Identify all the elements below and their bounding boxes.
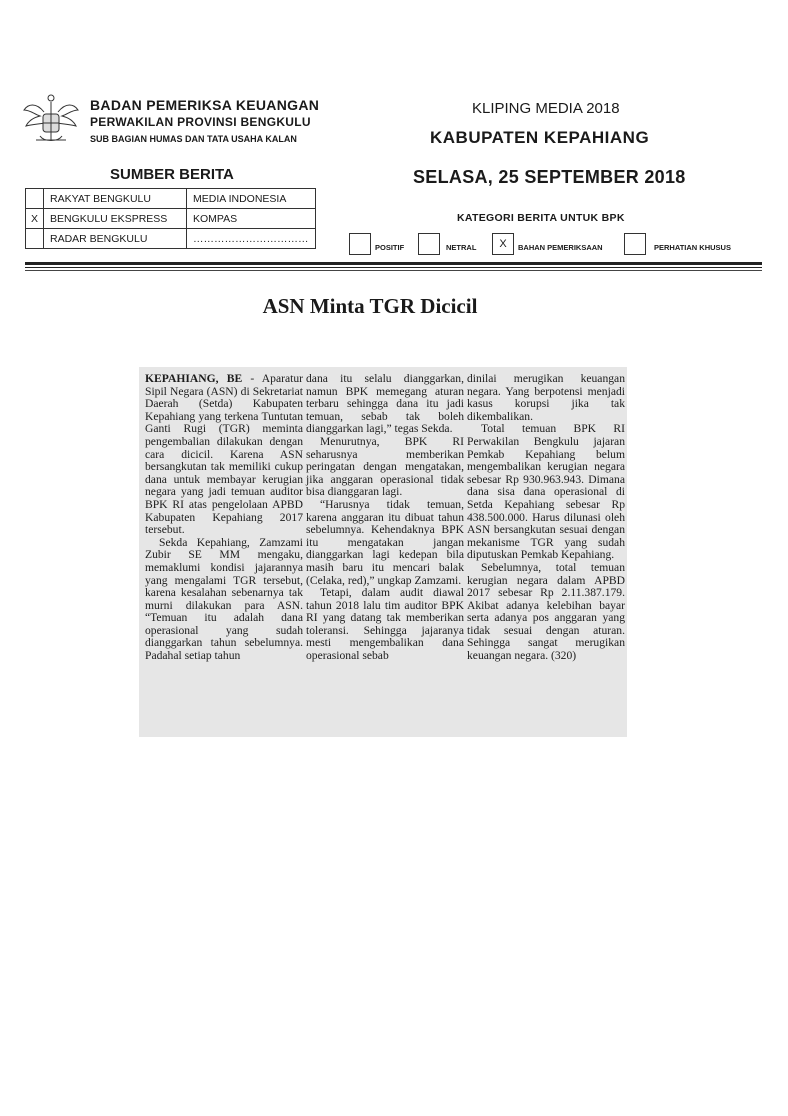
category-checkbox-positif[interactable] [349,233,371,255]
category-checkbox-perhatian-khusus[interactable] [624,233,646,255]
divider [25,262,762,265]
article-paragraph [145,373,303,537]
source-row [26,229,316,249]
source-row [26,189,316,209]
article-paragraph: dinilai merugikan keuangan negara. Yang berpotensi menjadi kasus korupsi jika tak dikembalikan. [467,372,625,423]
source-mark: X [26,209,44,229]
article-headline: ASN Minta TGR Dicicil [262,294,478,318]
source-row [26,209,316,229]
category-label-perhatian-khusus: PERHATIAN KHUSUS [654,243,731,252]
divider [25,270,762,271]
org-branch: PERWAKILAN PROVINSI BENGKULU [90,115,311,129]
kliping-title: KLIPING MEDIA 2018 [472,100,620,117]
category-label-netral: NETRAL [446,243,477,252]
article-paragraph: Tetapi, dalam audit diawal tahun 2018 lalu tim auditor BPK RI yang datang tak memberikan toleransi. Sehingga jajaranya mesti mengembalikan dana operasional sebab [306,586,464,663]
article-paragraph: dana itu selalu dianggarkan, namun BPK memegang aturan terbaru sehingga dana itu jadi temuan, sebab tak boleh dianggarkan lagi,” tegas Sekda. [306,372,464,436]
article-paragraph: Total temuan BPK RI Perwakilan Bengkulu jajaran Pemkab Kepahiang belum mengembalikan kerugian negara sebesar Rp 930.963.943. Dimana dana sisa dana operasional di Setda Kepahiang sebesar Rp 438.500.000. Harus dilunasi oleh ASN bersangkutan sesuai dengan mekanisme TGR yang sudah diputuskan Pemkab Kepahiang. [467,422,625,562]
garuda-emblem-icon [22,90,80,152]
region-title: KABUPATEN KEPAHIANG [430,128,650,147]
source-table [25,188,316,249]
article-column-3 [467,373,625,663]
article-paragraph: “Harusnya tidak temuan, karena anggaran itu dibuat tahun sebelumnya. Kehendaknya BPK itu mengatakan jangan dianggarkan lagi kedepan bila masih baru itu mencari balak (Celaka, red),” ungkap Zamzami. [306,497,464,587]
source-mark [26,229,44,249]
category-checkbox-netral[interactable] [418,233,440,255]
article-paragraph: Sebelumnya, total temuan kerugian negara dalam APBD 2017 sebesar Rp 2.11.387.179. Akibat adanya kelebihan bayar serta adanya pos anggaran yang tidak sesuai dengan aturan. Sehingga sangat merugikan keuangan negara. (320) [467,560,625,663]
article-paragraph: Menurutnya, BPK RI seharusnya memberikan peringatan dengan mengatakan, jika anggaran operasional tidak bisa dianggaran lagi. [306,434,464,499]
article-paragraph: Sekda Kepahiang, Zamzami Zubir SE MM mengaku, memaklumi kondisi jajarannya yang mengalami TGR tersebut, karena kesalahan sebenarnya tak murni dilakukan para ASN. “Temuan itu adalah dana operasional yang sudah dianggarkan tahun sebelumnya. Padahal setiap tahun [145,535,303,663]
article-column-1 [145,373,303,663]
source-name: BENGKULU EKSPRESS [44,209,187,229]
source-name: KOMPAS [187,209,316,229]
source-name: RAKYAT BENGKULU [44,189,187,209]
divider [25,267,762,268]
publication-date: SELASA, 25 SEPTEMBER 2018 [413,167,686,187]
org-name: BADAN PEMERIKSA KEUANGAN [90,97,320,113]
category-label-positif: POSITIF [375,243,405,252]
article-column-2 [306,373,464,663]
article-dateline: KEPAHIANG, BE [145,372,243,385]
category-label-bahan-pemeriksaan: BAHAN PEMERIKSAAN [518,243,603,252]
article-paragraph-text: - Aparatur Sipil Negara (ASN) di Sekretariat Daerah (Setda) Kabupaten Kepahiang yang terkena Tuntutan Ganti Rugi (TGR) meminta pengembalian dilakukan dengan cara dicicil. Karena ASN bersangkutan tak memiliki cukup dana untuk membayar kerugian negara yang jadi temuan auditor BPK RI atas pengelolaan APBD Kabupaten Kepahiang 2017 tersebut. [145,372,304,537]
source-name: RADAR BENGKULU [44,229,187,249]
category-heading: KATEGORI BERITA UNTUK BPK [457,212,625,224]
source-mark [26,189,44,209]
category-checkbox-bahan-pemeriksaan[interactable]: X [492,233,514,255]
source-name: MEDIA INDONESIA [187,189,316,209]
org-subdivision: SUB BAGIAN HUMAS DAN TATA USAHA KALAN [90,134,297,144]
source-name: …………………………… [187,229,316,249]
source-heading: SUMBER BERITA [110,166,234,183]
